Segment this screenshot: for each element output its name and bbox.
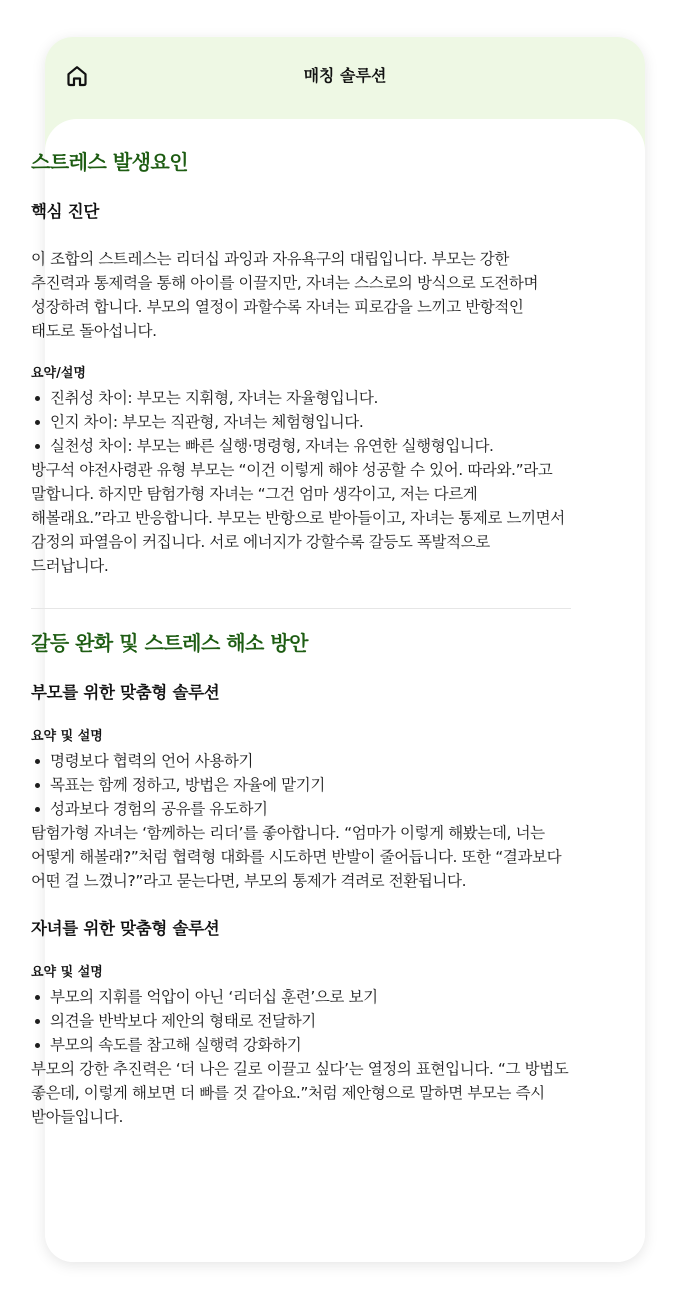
stress-section-title: 스트레스 발생요인 bbox=[31, 150, 189, 174]
parent-summary-title: 요약 및 설명 bbox=[31, 729, 103, 744]
list-item: 목표는 함께 정하고, 방법은 자율에 맡기기 bbox=[31, 773, 571, 797]
list-item: 실천성 차이: 부모는 빠른 실행·명령형, 자녀는 유연한 실행형입니다. bbox=[31, 434, 571, 458]
list-item: 인지 차이: 부모는 직관형, 자녀는 체험형입니다. bbox=[31, 410, 571, 434]
page-title: 매칭 솔루션 bbox=[303, 66, 387, 85]
content bbox=[31, 148, 571, 1129]
solution-section-title: 갈등 완화 및 스트레스 해소 방안 bbox=[31, 631, 308, 655]
list-item: 명령보다 협력의 언어 사용하기 bbox=[31, 749, 571, 773]
stress-summary-text: 방구석 야전사령관 유형 부모는 “이건 이렇게 해야 성공할 수 있어. 따라와.”라고 말합니다. 하지만 탐험가형 자녀는 “그건 엄마 생각이고, 저는 다르게 해볼래요.”라고 반응합니다. 부모는 반항으로 받아들이고, 자녀는 통제로 느끼면서 감정의 파열음이 커집니다. 서로 에너지가 강할수록 갈등도 폭발적으로 드러납니다. bbox=[31, 461, 565, 575]
stress-section bbox=[31, 148, 571, 578]
parent-solution-text: 탐험가형 자녀는 ‘함께하는 리더’를 좋아합니다. “엄마가 이렇게 해봤는데, 너는 어떻게 해볼래?”처럼 협력형 대화를 시도하면 반발이 줄어듭니다. 또한 “결과보다 어떤 걸 느꼈니?”라고 묻는다면, 부모의 통제가 격려로 전환됩니다. bbox=[31, 824, 562, 890]
solution-section bbox=[31, 629, 571, 1129]
list-item: 부모의 속도를 참고해 실행력 강화하기 bbox=[31, 1033, 571, 1057]
child-solution-title: 자녀를 위한 맞춤형 솔루션 bbox=[31, 919, 220, 938]
stress-bullet-list bbox=[31, 386, 571, 458]
stress-summary-title: 요약/설명 bbox=[31, 366, 86, 381]
list-item: 의견을 반박보다 제안의 형태로 전달하기 bbox=[31, 1009, 571, 1033]
diagnosis-text: 이 조합의 스트레스는 리더십 과잉과 자유욕구의 대립입니다. 부모는 강한 추진력과 통제력을 통해 아이를 이끌지만, 자녀는 스스로의 방식으로 도전하며 성장하려 합니다. 부모의 열정이 과할수록 자녀는 피로감을 느끼고 반항적인 태도로 돌아섭니다. bbox=[31, 250, 539, 340]
diagnosis-title: 핵심 진단 bbox=[31, 202, 100, 221]
child-bullet-list bbox=[31, 985, 571, 1057]
parent-solution-title: 부모를 위한 맞춤형 솔루션 bbox=[31, 683, 220, 702]
list-item: 부모의 지휘를 억압이 아닌 ‘리더십 훈련’으로 보기 bbox=[31, 985, 571, 1009]
child-solution-text: 부모의 강한 추진력은 ‘더 나은 길로 이끌고 싶다’는 열정의 표현입니다. “그 방법도 좋은데, 이렇게 해보면 더 빠를 것 같아요.”처럼 제안형으로 말하면 부모는 즉시 받아들입니다. bbox=[31, 1060, 569, 1126]
child-summary-title: 요약 및 설명 bbox=[31, 965, 103, 980]
list-item: 진취성 차이: 부모는 지휘형, 자녀는 자율형입니다. bbox=[31, 386, 571, 410]
list-item: 성과보다 경험의 공유를 유도하기 bbox=[31, 797, 571, 821]
parent-bullet-list bbox=[31, 749, 571, 821]
